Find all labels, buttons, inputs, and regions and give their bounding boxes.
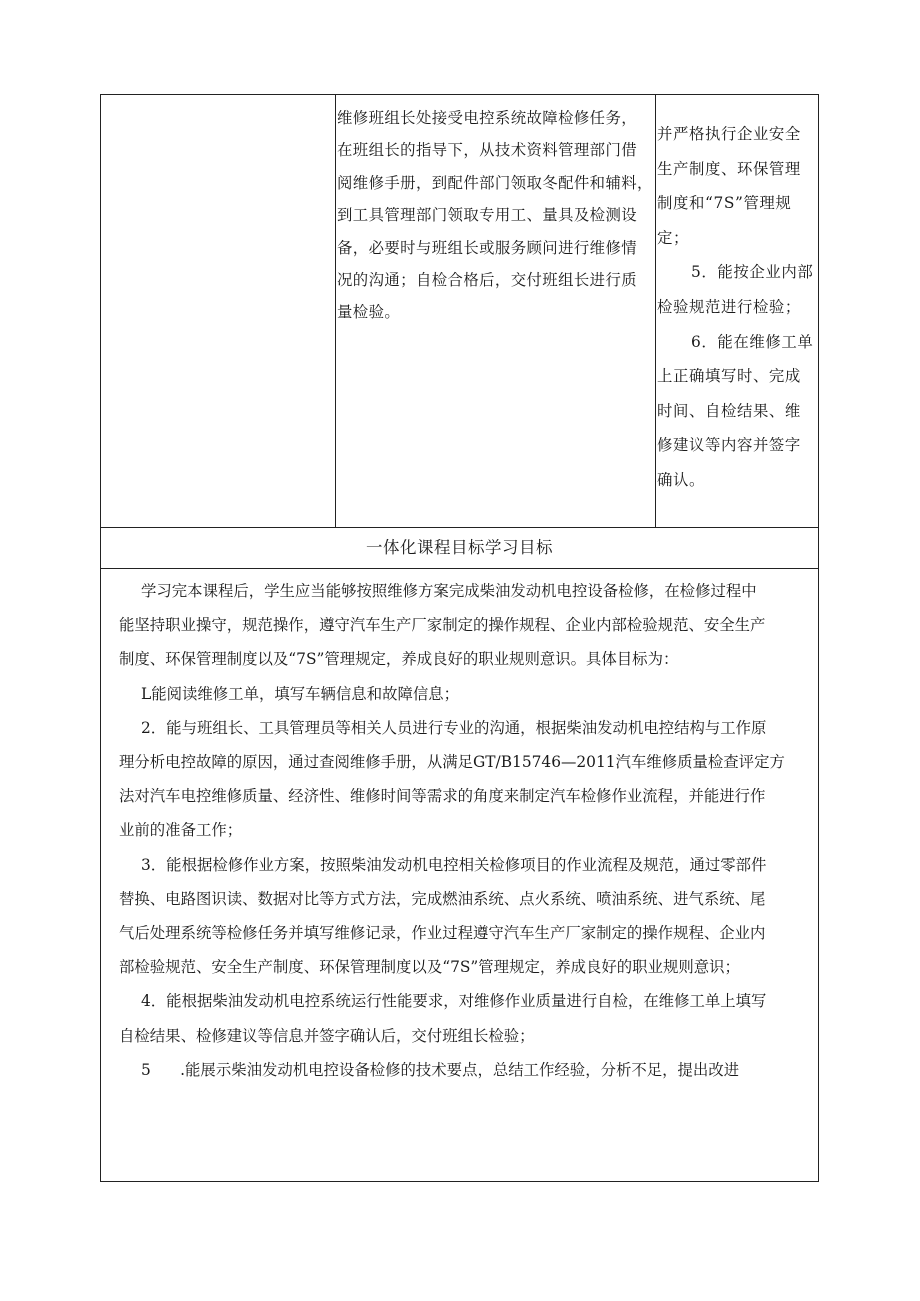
right-cell-line: 检验规范进行检验；: [657, 297, 801, 316]
column-divider-1: [335, 95, 336, 527]
middle-cell-line: 备，必要时与班组长或服务顾问进行维修情: [337, 238, 638, 257]
paragraph-line: L能阅读维修工单，填写车辆信息和故障信息；: [141, 684, 460, 703]
right-cell-line: 5．能按企业内部: [691, 263, 814, 282]
paragraph-line: 5 .能展示柴油发动机电控设备检修的技术要点，总结工作经验，分析不足，提出改进: [141, 1060, 740, 1079]
paragraph-line: 能坚持职业操守，规范操作，遵守汽车生产厂家制定的操作规程、企业内部检验规范、安全生产: [119, 616, 766, 635]
section-title: 一体化课程目标学习目标: [366, 538, 553, 557]
paragraph-line: 制度、环保管理制度以及“7S”管理规定，养成良好的职业规则意识。具体目标为：: [119, 650, 679, 669]
objectives-body: [101, 568, 818, 1087]
right-cell-line: 6．能在维修工单: [691, 332, 814, 351]
middle-cell-line: 量检验。: [337, 303, 401, 322]
paragraph-line: 理分析电控故障的原因，通过查阅维修手册，从满足GT/B15746—2011汽车维修质量检查评定方: [119, 753, 785, 772]
paragraph-line: 学习完本课程后，学生应当能够按照维修方案完成柴油发动机电控设备检修，在检修过程中: [141, 582, 757, 600]
right-cell: [657, 95, 817, 498]
paragraph-line: 部检验规范、安全生产制度、环保管理制度以及“7S”管理规定，养成良好的职业规则意识；: [119, 958, 740, 977]
middle-cell-line: 阅维修手册，到配件部门领取冬配件和辅料，: [337, 173, 653, 192]
left-cell: [101, 95, 335, 527]
paragraph-line: 4．能根据柴油发动机电控系统运行性能要求，对维修作业质量进行自检，在维修工单上填写: [141, 992, 767, 1011]
paragraph-line: 3．能根据检修作业方案，按照柴油发动机电控相关检修项目的作业流程及规范，通过零部件: [141, 855, 767, 874]
column-divider-2: [655, 95, 656, 527]
paragraph-line: 自检结果、检修建议等信息并签字确认后，交付班组长检验；: [119, 1026, 535, 1045]
right-cell-line: 生产制度、环保管理: [657, 159, 801, 178]
paragraph-line: 替换、电路图识读、数据对比等方式方法，完成燃油系统、点火系统、喷油系统、进气系统、尾: [119, 889, 766, 908]
paragraph-line: 气后处理系统等检修任务并填写维修记录，作业过程遵守汽车生产厂家制定的操作规程、企业内: [119, 924, 766, 943]
right-cell-line: 时间、自检结果、维: [657, 401, 801, 420]
middle-cell-line: 况的沟通；自检合格后，交付班组长进行质: [337, 271, 638, 290]
document-table: [100, 94, 819, 1182]
right-cell-line: 修建议等内容并签字: [657, 436, 801, 455]
middle-cell-line: 维修班组长处接受电控系统故障检修任务，: [337, 109, 638, 127]
right-cell-line: 并严格执行企业安全: [657, 125, 801, 143]
paragraph-line: 业前的准备工作；: [119, 821, 243, 840]
middle-cell-line: 到工具管理部门领取专用工、量具及检测设: [337, 206, 638, 225]
right-cell-line: 上正确填写时、完成: [657, 367, 801, 386]
right-cell-line: 制度和“7S”管理规: [657, 194, 792, 213]
paragraph-line: 法对汽车电控维修质量、经济性、维修时间等需求的角度来制定汽车检修作业流程，并能进行作: [119, 787, 766, 806]
right-cell-line: 定；: [657, 228, 689, 247]
middle-cell: [337, 95, 655, 329]
right-cell-line: 确认。: [657, 470, 705, 489]
paragraph-line: 2．能与班组长、工具管理员等相关人员进行专业的沟通，根据柴油发动机电控结构与工作原: [141, 718, 767, 737]
middle-cell-line: 在班组长的指导下，从技术资料管理部门借: [337, 141, 638, 160]
